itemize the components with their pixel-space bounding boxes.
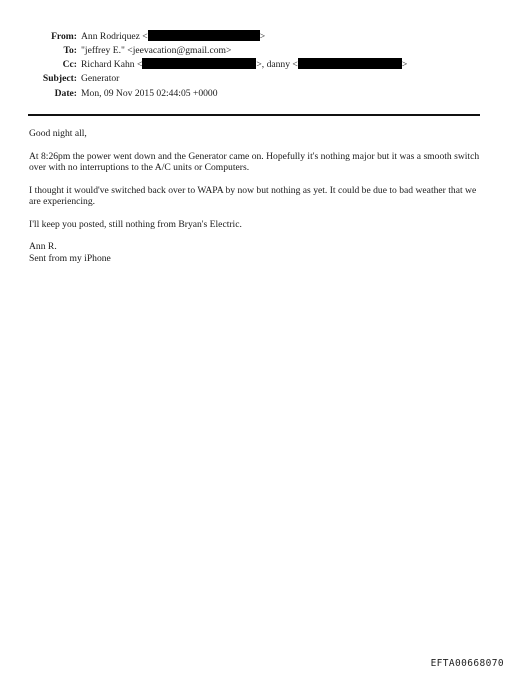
redaction-block [142, 58, 256, 69]
to-label: To: [63, 45, 77, 56]
cc-mid: >, danny < [256, 59, 298, 70]
redaction-block [298, 58, 402, 69]
subject-value: Generator [81, 73, 120, 84]
greeting: Good night all, [29, 128, 87, 139]
to-value: "jeffrey E." <jeevacation@gmail.com> [81, 45, 232, 56]
from-value [81, 30, 265, 44]
subject-label: Subject: [42, 73, 77, 84]
cc-name: Richard Kahn < [81, 59, 143, 70]
date-label: Date: [54, 88, 77, 99]
cc-label: Cc: [62, 59, 77, 70]
email-body [29, 128, 484, 264]
from-label: From: [51, 31, 77, 42]
body-paragraph-1: At 8:26pm the power went down and the Generator came on. Hopefully it's nothing major but it was a smooth switch over with no interruptions to the A/C units or Computers. [29, 150, 480, 173]
body-paragraph-3: I'll keep you posted, still nothing from Bryan's Electric. [29, 218, 242, 230]
document-id: EFTA00668070 [430, 658, 504, 669]
redaction-block [148, 30, 260, 41]
cc-value [81, 58, 407, 72]
body-paragraph-2: I thought it would've switched back over to WAPA by now but nothing as yet. It could be due to bad weather that we are experiencing. [29, 184, 477, 207]
signature-sent: Sent from my iPhone [29, 252, 111, 264]
from-name: Ann Rodriquez < [81, 31, 148, 42]
header-divider [28, 114, 480, 116]
cc-close: > [401, 59, 408, 70]
signature-name: Ann R. [29, 241, 57, 252]
date-value: Mon, 09 Nov 2015 02:44:05 +0000 [81, 88, 218, 99]
from-close: > [259, 31, 266, 42]
